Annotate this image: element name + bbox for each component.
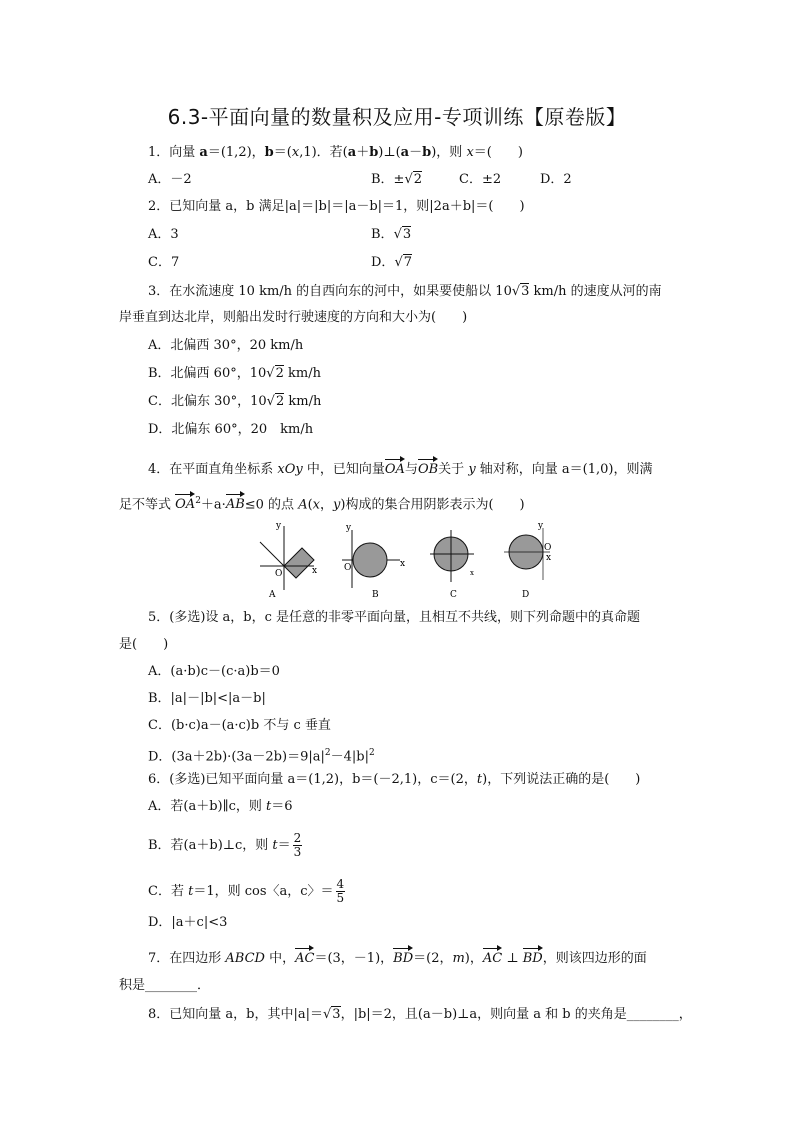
graph-a-shaded-square	[284, 548, 314, 578]
graph-b-shaded-circle	[353, 543, 387, 577]
q2-option-a: A．3	[148, 227, 179, 242]
graph-b-origin-label: O	[344, 563, 352, 573]
graph-a-y-label: y	[276, 521, 282, 531]
q3-option-b: B．北偏西 60°，10√2 km/h	[148, 366, 321, 381]
graph-b-label: B	[372, 590, 379, 598]
graph-a-label: A	[269, 590, 276, 598]
question-4-line-1: 4．在平面直角坐标系 xOy 中，已知向量OA与OB关于 y 轴对称，向量 a＝(1,0)，则满	[148, 457, 653, 479]
q3-option-d: D．北偏东 60°，20 km/h	[148, 422, 314, 437]
graph-c-label: C	[450, 590, 457, 598]
graph-a-origin-label: O	[275, 569, 283, 579]
q5-option-d: D．$(3a+2b)\cdot(3a-2b)=9|a|^2-4|b|^2$	[148, 748, 375, 765]
question-5-line-2: 是( )	[119, 637, 169, 652]
question-1-stem: 1．向量 a＝(1,2)，b＝(x,1)．若(a＋b)⊥(a－b)，则 x＝( )	[148, 145, 523, 160]
q1-option-b: B．±√2	[371, 172, 423, 187]
graph-a-x-label: x	[312, 566, 318, 576]
question-5-line-1: 5．(多选)设 a，b，c 是任意的非零平面向量，且相互不共线，则下列命题中的真命题	[148, 610, 641, 625]
q1-option-d: D．2	[540, 172, 572, 187]
graph-d-label: D	[522, 590, 530, 598]
graph-d-x-label: x	[546, 553, 552, 563]
q2-option-d: D．√7	[371, 255, 413, 270]
question-6-stem: 6．(多选)已知平面向量 a＝(1,2)，b＝(－2,1)，c＝(2，t)，下列说法正确的是( )	[148, 772, 641, 787]
q5-option-a: A．(a·b)c－(c·a)b＝0	[148, 664, 280, 679]
q5-option-c: C．(b·c)a－(a·c)b 不与 c 垂直	[148, 718, 331, 733]
question-7-line-1: 7．在四边形 ABCD 中，AC＝(3，－1)，BD＝(2，m)，AC ⊥ BD，则该四边形的面	[148, 946, 647, 968]
question-4-figure	[254, 520, 554, 598]
q2-option-b: B．√3	[371, 227, 412, 242]
q3-option-c: C．北偏东 30°，10√2 km/h	[148, 394, 322, 409]
page-title: 6.3-平面向量的数量积及应用-专项训练【原卷版】	[167, 105, 627, 129]
graph-b-y-label: y	[346, 523, 352, 533]
q6-option-c: C．若 t＝1，则 cos〈a，c〉＝ $\frac{4}{5}$	[148, 877, 345, 905]
graph-b-x-label: x	[400, 559, 406, 569]
question-2-stem: 2．已知向量 a，b 满足|a|＝|b|＝|a－b|＝1，则|2a＋b|＝( )	[148, 199, 525, 214]
question-7-line-2: 积是________．	[119, 978, 211, 993]
q1-option-c: C．±2	[459, 172, 502, 187]
graph-c	[430, 530, 474, 598]
question-3-line-1: 3．在水流速度 10 km/h 的自西向东的河中，如果要使船以 10√3 km/h 的速度从河的南	[148, 284, 662, 299]
q6-option-a: A．若(a＋b)∥c，则 t＝6	[148, 799, 293, 814]
q2-option-c: C．7	[148, 255, 180, 270]
question-4-line-2: 足不等式 $OA^2+a\cdot AB\le 0$ 的点 A(x，y)构成的集合用阴影表示为( )	[119, 492, 525, 514]
graph-c-x-label: x	[470, 569, 474, 577]
question-3-line-2: 岸垂直到达北岸，则船出发时行驶速度的方向和大小为( )	[119, 310, 468, 325]
graph-d	[504, 521, 551, 598]
question-8-line-1: 8．已知向量 a，b，其中|a|＝√3，|b|＝2，且(a－b)⊥a，则向量 a 和 b 的夹角是________，	[148, 1007, 692, 1022]
graph-d-y-label: y	[538, 521, 544, 531]
graph-a	[260, 521, 317, 598]
q6-option-b: B．若(a＋b)⊥c，则 t＝ $\frac{2}{3}$	[148, 831, 302, 859]
q6-option-d: D．|a＋c|<3	[148, 915, 228, 930]
q1-option-a: A．－2	[148, 172, 192, 187]
graph-b	[342, 523, 405, 598]
q3-option-a: A．北偏西 30°，20 km/h	[148, 338, 304, 353]
graph-d-origin-label: O	[544, 543, 552, 553]
q5-option-b: B．|a|－|b|<|a－b|	[148, 691, 266, 706]
